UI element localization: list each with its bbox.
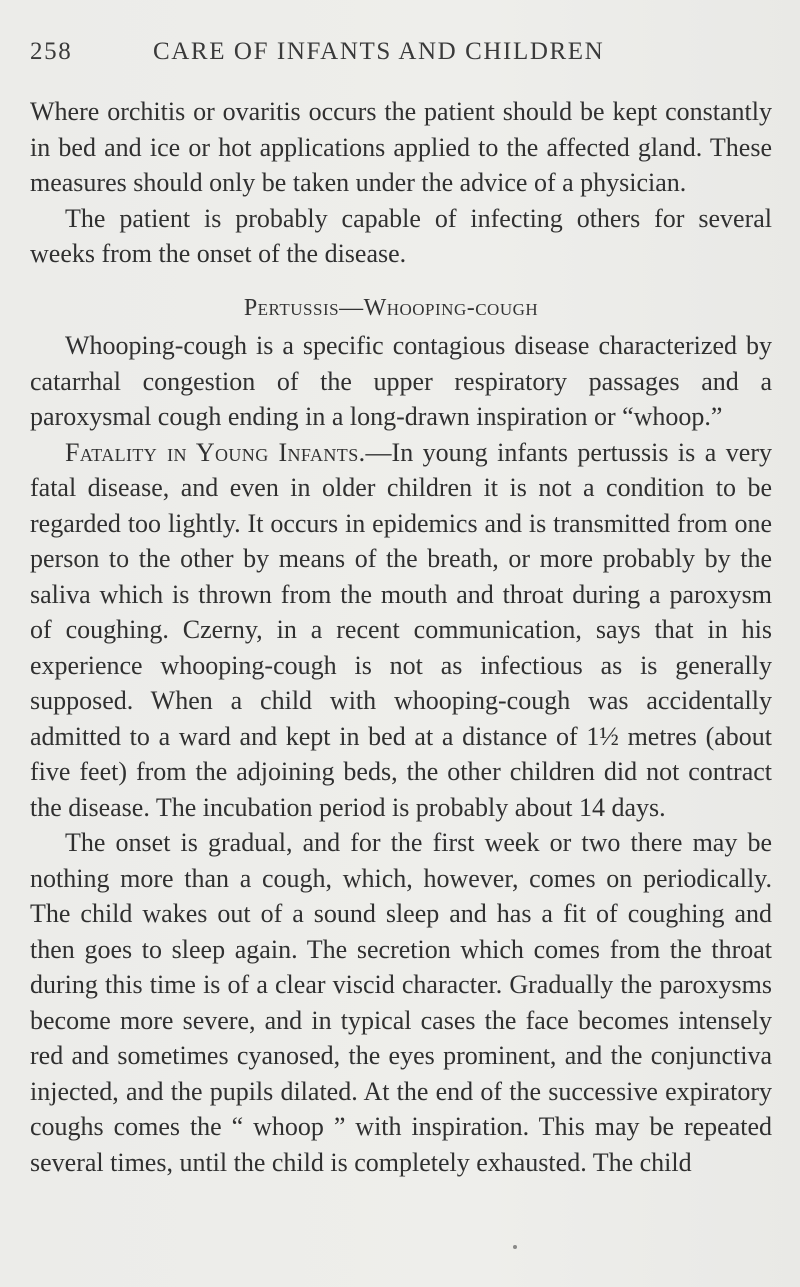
- paragraph-orchitis: Where orchitis or ovaritis occurs the patient should be kept constantly in bed and ice or hot applications applied to the affected gland. These measures should only be taken under the advice of a physician.: [30, 97, 772, 197]
- fatality-text: —In young infants pertussis is a very fatal disease, and even in older children it is not a condition to be regarded too lightly. It occurs in epidemics and is transmitted from one person to the other by means of the breath, or more probably by the saliva which is thrown from the mouth and throat during a paroxysm of coughing. Czerny, in a recent communication, says that in his experience whooping-cough is not as infectious as is generally supposed. When a child with whooping-cough was accidentally admitted to a ward and kept in bed at a distance of 1½ metres (about five feet) from the adjoining beds, the other children did not contract the disease. The incubation period is probably about 14 days.: [30, 437, 772, 822]
- running-title: CARE OF INFANTS AND CHILDREN: [153, 38, 605, 65]
- paragraph-infectious-period: The patient is probably capable of infecting others for several weeks from the onset of the disease.: [30, 203, 772, 268]
- running-head: [30, 38, 760, 78]
- fatality-run-in-heading: Fatality in Young Infants.: [65, 437, 366, 467]
- paragraph-definition: Whooping-cough is a specific contagious disease characterized by catarrhal congestion of the upper respiratory passages and a paroxysmal cough ending in a long-drawn inspiration or “whoop.”: [30, 331, 772, 431]
- paragraph-onset: The onset is gradual, and for the first week or two there may be nothing more than a cough, which, however, comes on periodically. The child wakes out of a sound sleep and has a fit of coughing and then goes to sleep again. The secretion which comes from the throat during this time is of a clear viscid character. Gradually the paroxysms become more severe, and in typical cases the face becomes intensely red and sometimes cyanosed, the eyes prominent, and the conjunctiva injected, and the pupils dilated. At the end of the successive expiratory coughs comes the “ whoop ” with inspiration. This may be repeated several times, until the child is completely exhausted. The child: [30, 828, 772, 1177]
- paper-spot: [513, 1245, 517, 1249]
- paragraph-fatality: [30, 435, 772, 826]
- body-text: [30, 94, 772, 1180]
- section-heading: Pertussis—Whooping-cough: [243, 294, 539, 321]
- page-number: 258: [30, 38, 73, 65]
